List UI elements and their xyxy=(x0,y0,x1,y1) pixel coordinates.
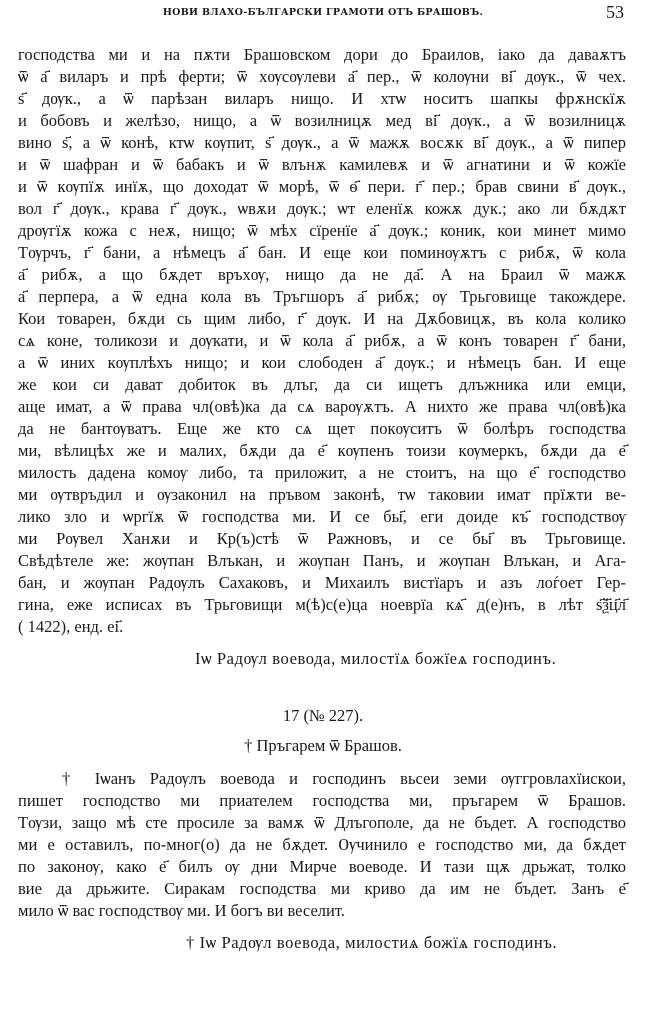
text-line: лико зло и ѡргїѫ ѿ господства ми. И се бы҃, еги доиде къ҃ господствѹ xyxy=(18,507,626,526)
text-line: гина, еже исписах въ Трьговищи м(ѣ)с(е)ца ноеврїа кѧ҃ д(е)нъ, в лѣт ѕ҃ѯ҃ц҃л҃ xyxy=(18,595,626,614)
text-line: и ѿ шафран и ѿ бабакъ и ѿ влънѫ камилевѫ и ѿ агнатини и ѿ кожїе xyxy=(18,155,626,174)
text-line: сѧ коне, толикози и дѹкати, и ѿ кола а҃ рибѫ, а ѿ конъ товарен г҃ бани, xyxy=(18,331,626,350)
text-line: ми е оставилъ, по-мног(о) да не бѫдет. Ѹчинило е господство ми, да бѫдет xyxy=(18,835,626,854)
text-line: ѿ а҃ виларъ и прѣ ферти; ѿ хѹсѹлеви а҃ пер., ѿ колѹни ві҃ дѹк., ѿ чех. xyxy=(18,67,626,86)
text-line: милость дадена комѹ либо, та приложит, а не стоитъ, на що е҃ господство xyxy=(18,463,626,482)
text-line: и ѿ кѹпїѫ инїѫ, що доходат ѿ морѣ, ѿ ѳ҃ пери. г҃ пер.; брав свини в҃ дѹк., xyxy=(18,177,626,196)
text-line: а ѿ иних кѹплѣхъ нищо; и кои слободен а҃ дѹк.; и нѣмецъ бан. И еще xyxy=(18,353,626,372)
charter-number: 17 (№ 227). xyxy=(282,706,364,725)
text-line: а҃ перпера, а ѿ една кола въ Тръгшоръ а҃ рибѫ; ѹ Трьговище такождере. xyxy=(18,287,626,306)
text-line: вол г҃ дѹк., крава г҃ дѹк., ѡвѫи дѹк.; ѡт еленїѫ кожѫ дук.; ако ли бѫдѫт xyxy=(18,199,626,218)
text-line: аще имат, а ѿ права чл(овѣ)ка да сѧ варѹѫтъ. А нихто же права чл(овѣ)ка xyxy=(18,397,626,416)
text-line: дрѹгїѫ кожа с неѫ, нищо; ѿ мѣх сїренїе а҃ дѹк.; коник, кои минет мимо xyxy=(18,221,626,240)
text-line: ми Рѹвел Ханѫи и Кр(ъ)стѣ ѿ Ражновъ, и се бы҃ въ Трьговище. xyxy=(18,529,626,548)
text-line: ( 1422), енд. еі҃. xyxy=(18,617,124,636)
text-line: мило ѿ вас господствѹ ми. И богъ ви веселит. xyxy=(18,901,345,920)
text-line: Кои товарен, бѫди сь щим либо, г҃ дѹк. И на Дѫбовицѫ, въ кола колико xyxy=(18,309,626,328)
text-line: по законѹ, како е҃ билъ ѹ дни Мирче воеводе. И тази щѫ дрьжат, толко xyxy=(18,857,626,876)
text-line: да не бантѹватъ. Еще же кто сѧ щет покѹситъ ѿ болѣръ господства xyxy=(18,419,626,438)
text-line: вино ѕ҃, а ѿ конѣ, ктѡ кѹпит, ѕ҃ дѹк., а ѿ мажѫ восѫк ві҃ дѹк., а ѿ пипер xyxy=(18,133,626,152)
text-line: Свѣдѣтеле же: жѹпан Влъкан, и жѹпан Панъ, и жѹпан Влъкан, и Ага- xyxy=(18,551,626,570)
running-head: НОВИ ВЛАХО-БЪЛГАРСКИ ГРАМОТИ ОТЪ БРАШОВЪ. xyxy=(162,7,484,18)
text-line: и бобовъ и желѣзо, нищо, а ѿ возилницѫ мед ві҃ дѹк., а ѿ возилницѫ xyxy=(18,111,626,130)
page-number: 53 xyxy=(606,2,624,22)
text-line: Тѹзи, защо мѣ сте просиле за вамѫ ѿ Длъгополе, да не бъдет. А господство xyxy=(18,813,626,832)
text-line: господства ми и на пѫти Брашовском дори до Браилов, іако да даваѫтъ xyxy=(18,45,626,64)
text-line: же кои си дават добиток въ длъг, да си ищетъ длъжника или емци, xyxy=(18,375,626,394)
text-line: ми ѹтвръдил и ѹзаконил на пръвом законѣ, тѡ таковии имат прїѫти ве- xyxy=(18,485,626,504)
text-line: † Іѡанъ Радѹлъ воевода и господинъ вьсеи земи ѹггровлахїискои, xyxy=(62,769,626,788)
text-line: вие да дрьжите. Сиракам господства ми криво да им не бъдет. Занъ е҃ xyxy=(18,879,626,898)
charter-16-signature: Іѡ Радѹл воевода, милостїѧ божїеѧ господинъ. xyxy=(195,649,557,668)
text-line: ми, вѣлицѣх же и малих, бѫди да е҃ кѹпенъ тоизи кѹмеркъ, бѫди да е҃ xyxy=(18,441,626,460)
text-line: пишет господство ми приателем господства ми, пръгарем ѿ Брашов. xyxy=(18,791,626,810)
text-line: а҃ рибѫ, а що бѫдет връхѹ, нищо да не да҃. А на Браил ѿ мажѫ xyxy=(18,265,626,284)
text-line: ѕ҃ дѹк., а ѿ парѣзан виларъ нищо. И хтѡ носитъ шапкы фрѫнскїѫ xyxy=(18,89,626,108)
text-line: бан, и жѹпан Радѹлъ Сахаковъ, и Михаилъ вистїаръ и азъ лоѓоет Гер- xyxy=(18,573,626,592)
text-line: Тѹрчъ, г҃ бани, а нѣмецъ а҃ бан. И еще кои поминѹѫтъ с рибѫ, ѿ кола xyxy=(18,243,626,262)
charter-17-signature: † Іѡ Радѹл воевода, милостиѧ божїѧ господинъ. xyxy=(186,933,558,952)
charter-title: † Пръгарем ѿ Брашов. xyxy=(244,736,402,755)
